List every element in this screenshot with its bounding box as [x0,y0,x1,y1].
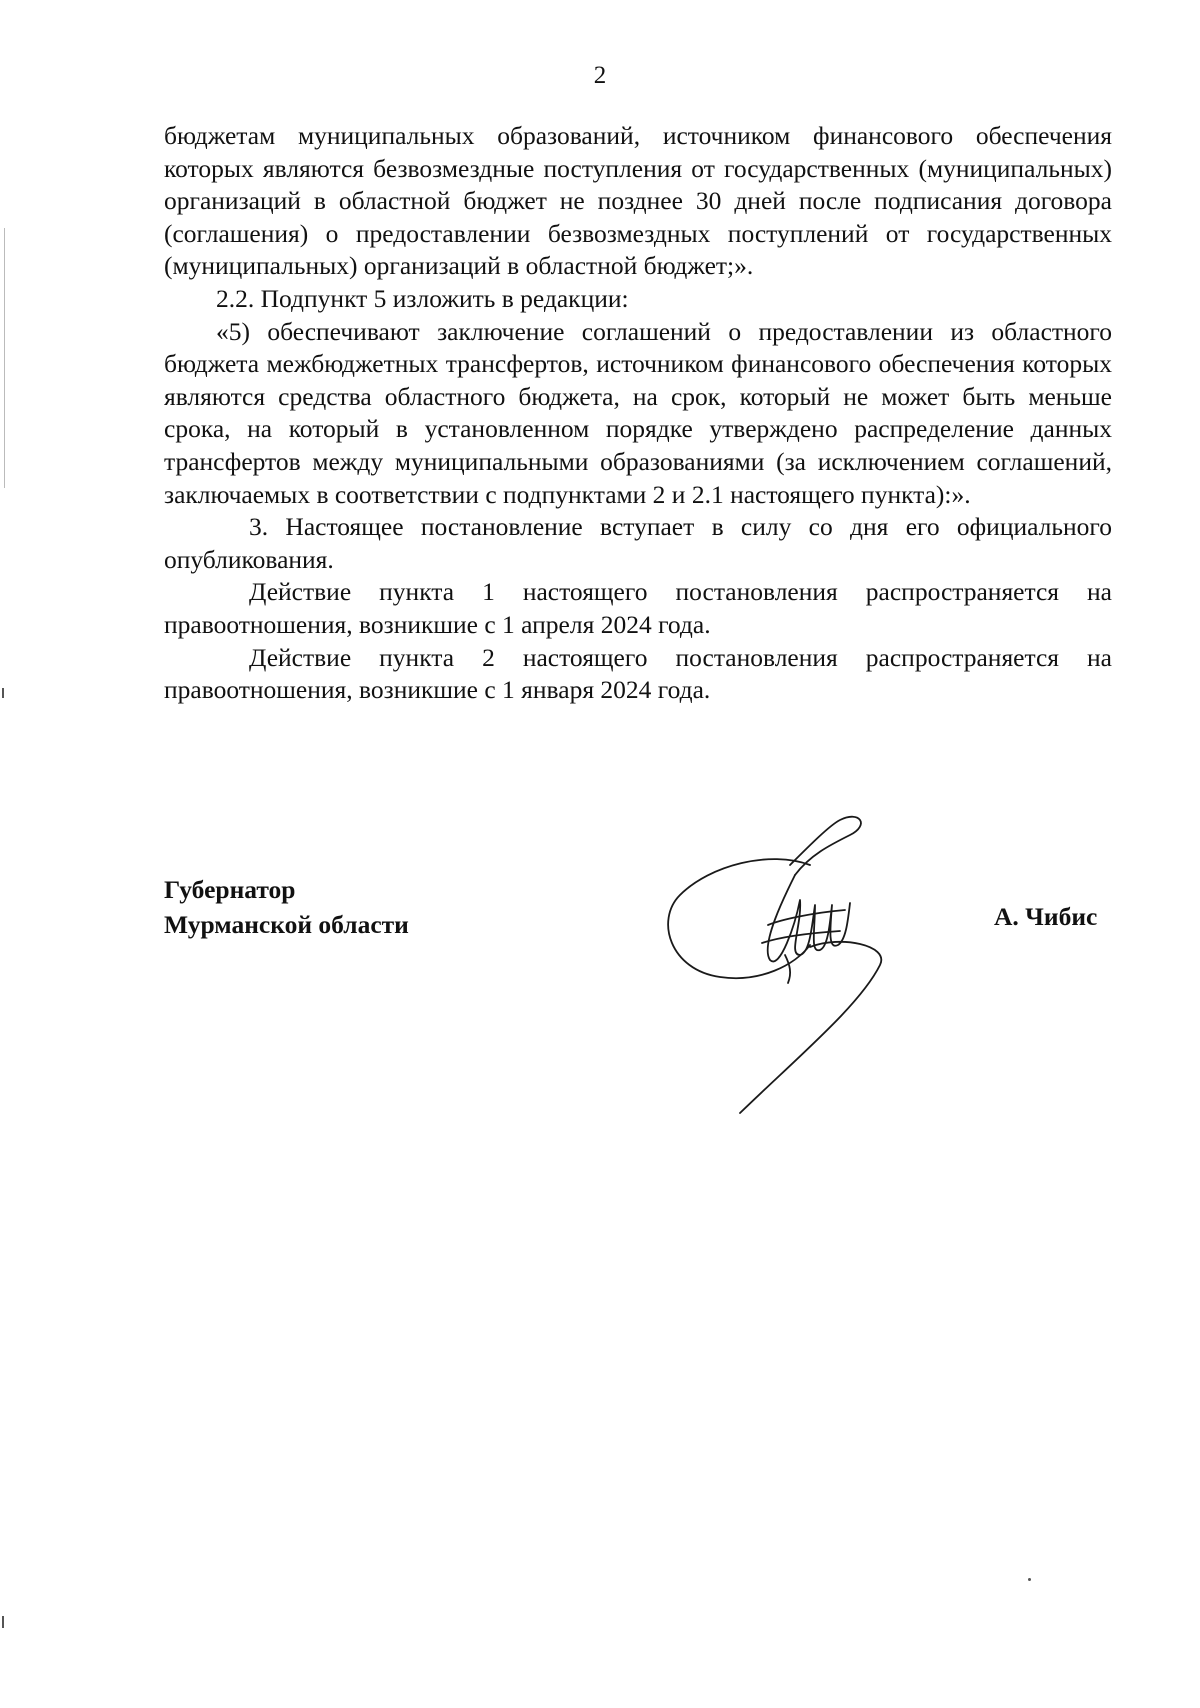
scan-dot-mark [1028,1578,1031,1581]
scan-edge-mark [2,1616,4,1628]
signatory-title-line1: Губернатор [164,875,296,904]
handwritten-signature [660,805,960,1115]
paragraph-budget-transfers: бюджетам муниципальных образований, источником финансового обеспечения которых являются безвозмездные поступления от государственных (муниципальных) организаций в областной бюджет не позднее 30 дней после подписания договора (соглашения) о предоставлении безвозмездных поступлений от государственных (муниципальных) организаций в областной бюджет;». [164,121,1112,281]
paragraph-clause-2-effect: Действие пункта 2 настоящего постановления распространяется на правоотношения, возникшие с 1 января 2024 года. [164,642,1112,705]
document-body [164,120,1112,707]
page-number: 2 [593,62,607,89]
signatory-name: А. Чибис [994,902,1098,931]
paragraph-clause-1-effect: Действие пункта 1 настоящего постановления распространяется на правоотношения, возникшие с 1 апреля 2024 года. [164,577,1112,639]
paragraph-effective-date: 3. Настоящее постановление вступает в силу со дня его официального опубликования. [164,512,1112,574]
scan-edge-mark [4,228,5,488]
paragraph-subclause-5: «5) обеспечивают заключение соглашений о предоставлении из областного бюджета межбюджетных трансфертов, источником финансового обеспечения которых являются средства областного бюджета, на срок, который не может быть меньше срока, на который в установленном порядке утверждено распределение данных трансфертов между муниципальными образованиями (за исключением соглашений, заключаемых в соответствии с подпунктами 2 и 2.1 настоящего пункта):». [164,316,1112,509]
paragraph-subclause-2-2: 2.2. Подпункт 5 изложить в редакции: [216,283,629,313]
scan-edge-mark [2,688,4,698]
signatory-title-line2: Мурманской области [164,910,409,939]
signatory-title [164,872,409,942]
